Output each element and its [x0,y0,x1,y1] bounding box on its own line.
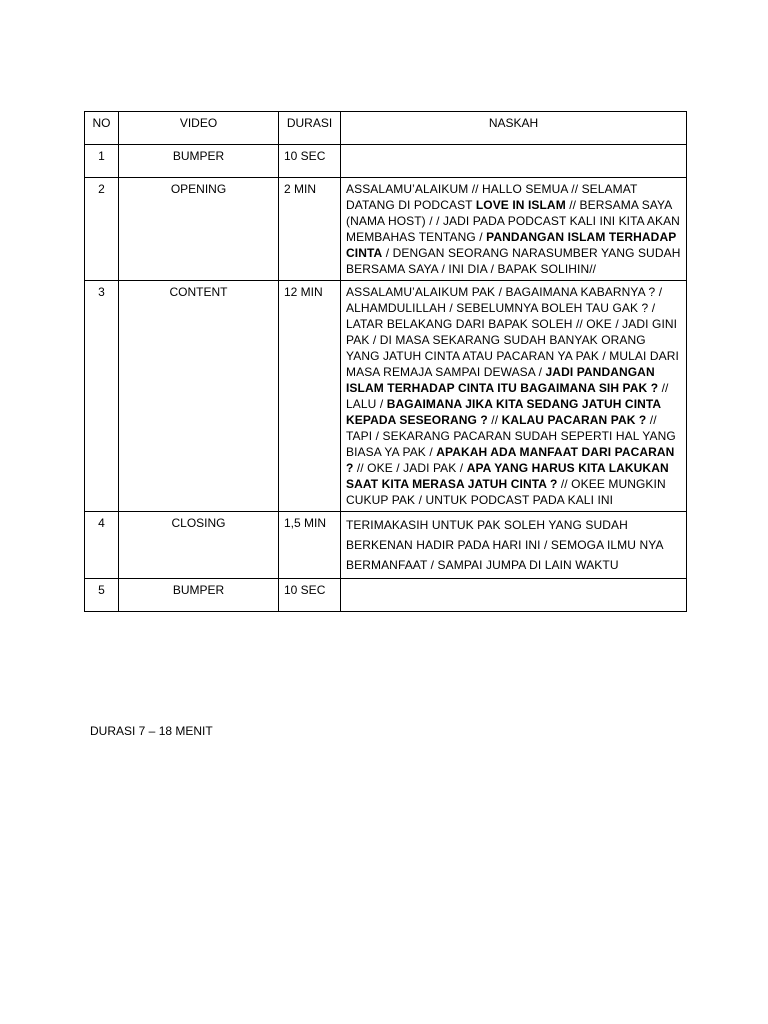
script-text: TERIMAKASIH UNTUK PAK SOLEH YANG SUDAH BERKENAN HADIR PADA HARI INI / SEMOGA ILMU NYA BERMANFAAT / SAMPAI JUMPA DI LAIN WAKTU [346,518,663,572]
script-text: ASSALAMU’ALAIKUM // HALLO SEMUA // SELAMAT DATANG DI PODCAST [346,182,638,212]
cell-naskah [341,145,687,178]
cell-video: BUMPER [119,145,279,178]
cell-no: 1 [85,145,119,178]
table-row [85,178,687,281]
script-text-bold: APAKAH ADA MANFAAT DARI PACARAN ? [346,445,675,475]
table-row [85,579,687,612]
cell-durasi: 2 MIN [279,178,341,281]
table-row [85,281,687,512]
script-text-bold: PANDANGAN ISLAM TERHADAP CINTA [346,230,677,260]
script-text-bold: APA YANG HARUS KITA LAKUKAN SAAT KITA MERASA JATUH CINTA ? [346,461,669,491]
cell-video: CONTENT [119,281,279,512]
cell-naskah [341,281,687,512]
script-text-bold: LOVE IN ISLAM [475,198,566,212]
cell-durasi: 1,5 MIN [279,512,341,579]
cell-durasi: 10 SEC [279,145,341,178]
script-text-bold: KALAU PACARAN PAK ? [501,413,647,427]
script-text: // BERSAMA SAYA (NAMA HOST) / / JADI PADA PODCAST KALI INI KITA AKAN MEMBAHAS TENTANG / [346,198,680,244]
script-text: ASSALAMU’ALAIKUM PAK / BAGAIMANA KABARNYA ? / ALHAMDULILLAH / SEBELUMNYA BOLEH TAU GAK ? / LATAR BELAKANG DARI BAPAK SOLEH // OKE / JADI GINI PAK / DI MASA SEKARANG SUDAH BANYAK ORANG YANG JATUH CINTA ATAU PACARAN YA PAK / MULAI DARI MASA REMAJA SAMPAI DEWASA / [346,285,679,379]
header-video: VIDEO [119,112,279,145]
cell-no: 3 [85,281,119,512]
table-row [85,145,687,178]
cell-no: 4 [85,512,119,579]
table-row [85,512,687,579]
cell-video: OPENING [119,178,279,281]
cell-naskah [341,579,687,612]
script-text-bold: BAGAIMANA JIKA KITA SEDANG JATUH CINTA KEPADA SESEORANG ? [346,397,661,427]
cell-durasi: 12 MIN [279,281,341,512]
duration-note: DURASI 7 – 18 MENIT [90,724,213,738]
script-text: // LALU / [346,381,669,411]
script-text: / DENGAN SEORANG NARASUMBER YANG SUDAH BERSAMA SAYA / INI DIA / BAPAK SOLIHIN// [346,246,681,276]
cell-naskah [341,178,687,281]
cell-durasi: 10 SEC [279,579,341,612]
cell-no: 2 [85,178,119,281]
script-text: // [487,413,502,427]
header-row [85,112,687,145]
script-text: // TAPI / SEKARANG PACARAN SUDAH SEPERTI HAL YANG BIASA YA PAK / [346,413,676,459]
script-text: // OKE / JADI PAK / [353,461,467,475]
script-text-bold: JADI PANDANGAN ISLAM TERHADAP CINTA ITU BAGAIMANA SIH PAK ? [346,365,659,395]
cell-no: 5 [85,579,119,612]
script-text: // OKEE MUNGKIN CUKUP PAK / UNTUK PODCAST PADA KALI INI [346,477,666,507]
header-naskah: NASKAH [341,112,687,145]
cell-naskah [341,512,687,579]
header-no: NO [85,112,119,145]
header-durasi: DURASI [279,112,341,145]
cell-video: CLOSING [119,512,279,579]
script-table [84,111,687,612]
cell-video: BUMPER [119,579,279,612]
